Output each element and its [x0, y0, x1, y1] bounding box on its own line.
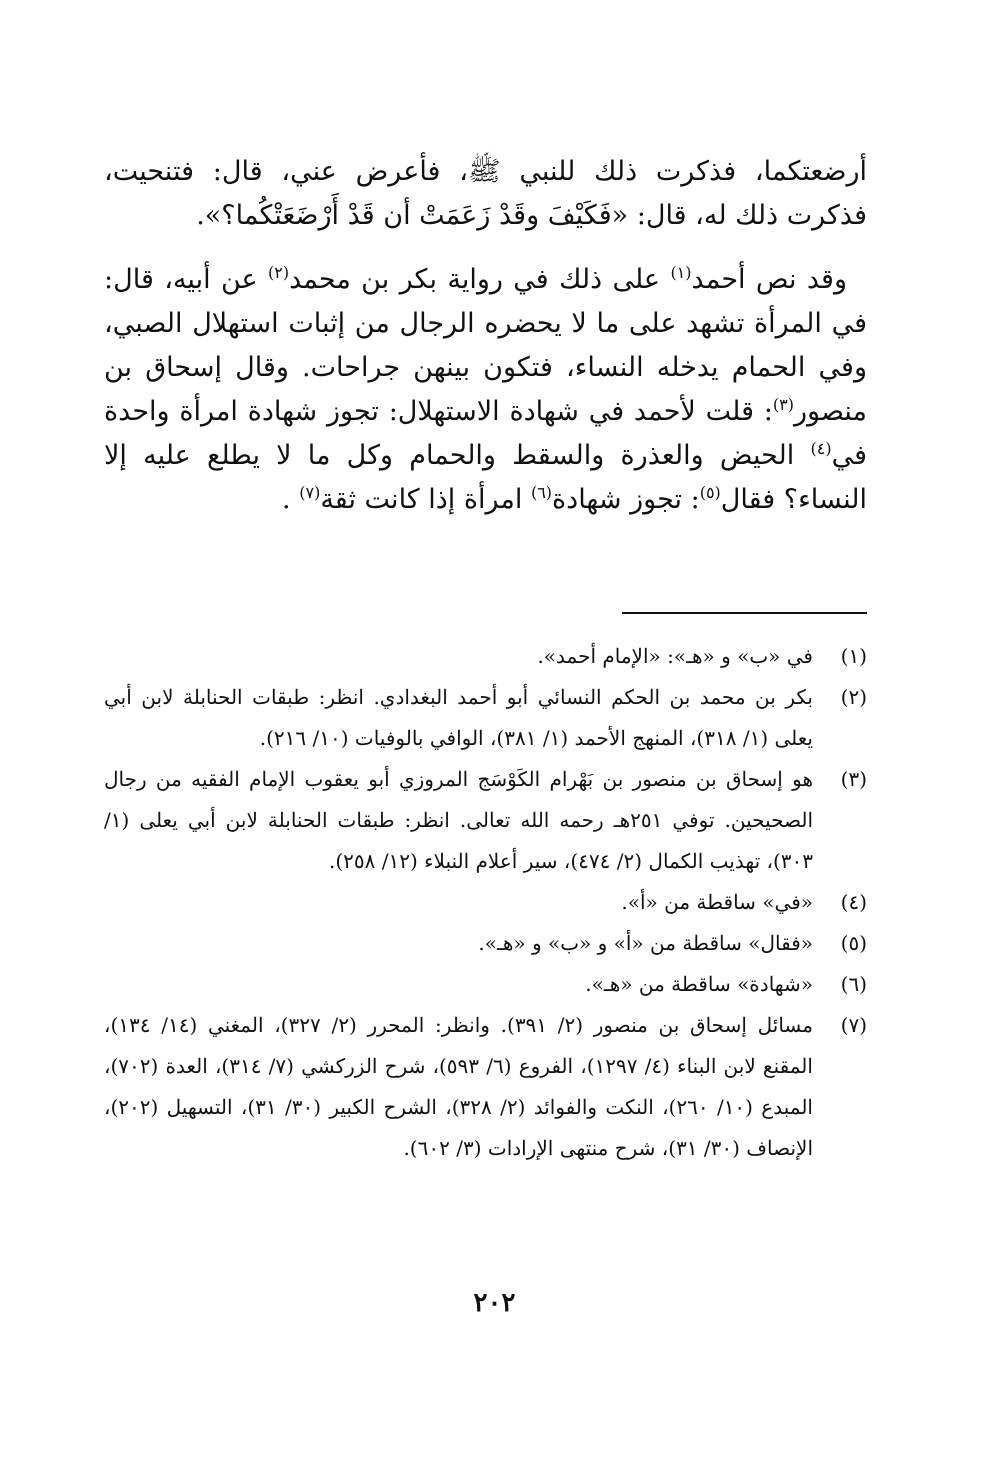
footnote-ref-6[interactable]: (٦): [530, 483, 553, 502]
footnotes: [104, 636, 867, 1169]
footnote-ref-2[interactable]: (٢): [268, 263, 290, 282]
footnote-ref-3[interactable]: (٣): [772, 395, 794, 414]
paragraph-2-segment: : تجوز شهادة: [552, 484, 700, 515]
paragraph-2-segment: .: [282, 484, 300, 515]
footnote-5: [104, 923, 867, 964]
footnote-number: (٤): [840, 890, 867, 914]
paragraph-2-segment: : قلت لأحمد في شهادة الاستهلال: تجوز شهادة امرأة واحدة في: [104, 396, 867, 471]
page-number: ٢٠٢: [473, 1288, 516, 1318]
footnote-ref-1[interactable]: (١): [670, 263, 692, 282]
paragraph-2-segment: عن أبيه، قال: في المرأة تشهد على ما لا يحضره الرجال من إثبات استهلال الصبي، وفي الحمام يدخله النساء، فتكون بينهن جراحات. وقال إسحاق بن منصور: [104, 264, 867, 427]
footnote-text: بكر بن محمد بن الحكم النسائي أبو أحمد البغدادي. انظر: طبقات الحنابلة لابن أبي يعلى (١/ ٣١٨)، المنهج الأحمد (١/ ٣٨١)، الوافي بالوفيات (١٠/ ٢١٦).: [104, 685, 813, 750]
footnote-text: في «ب» و «هـ»: «الإمام أحمد».: [537, 644, 813, 668]
footnote-text: «فقال» ساقطة من «أ» و «ب» و «هـ».: [478, 931, 813, 955]
footnote-ref-4[interactable]: (٤): [810, 439, 832, 458]
footnote-4: [104, 882, 867, 923]
footnote-number: (٢): [840, 685, 867, 709]
footnote-number: (٧): [840, 1013, 867, 1037]
footnote-6: [104, 964, 867, 1005]
paragraph-2: [104, 258, 867, 522]
footnote-3: [104, 759, 867, 882]
footnote-2: [104, 677, 867, 759]
footnote-ref-5[interactable]: (٥): [699, 483, 721, 502]
paragraph-2-segment: وقد نص أحمد: [691, 264, 847, 295]
footnote-number: (٦): [840, 972, 867, 996]
paragraph-2-segment: الحيض والعذرة والسقط والحمام وكل ما لا يطلع عليه إلا النساء؟ فقال: [104, 440, 867, 515]
footnote-number: (٣): [840, 767, 867, 791]
footnote-text: «في» ساقطة من «أ».: [621, 890, 813, 914]
footnote-text: «شهادة» ساقطة من «هـ».: [585, 972, 813, 996]
footnote-text: هو إسحاق بن منصور بن بَهْرام الكَوْسَج المروزي أبو يعقوب الإمام الفقيه من رجال الصحيحين. توفي ٢٥١هـ رحمه الله تعالى. انظر: طبقات الحنابلة لابن أبي يعلى (١/ ٣٠٣)، تهذيب الكمال (٢/ ٤٧٤)، سير أعلام النبلاء (١٢/ ٢٥٨).: [104, 767, 814, 873]
paragraph-1: أرضعتكما، فذكرت ذلك للنبي ﷺ، فأعرض عني، قال: فتنحيت، فذكرت ذلك له، قال: «فَكَيْفَ وقَدْ زَعَمَتْ أن قَدْ أَرْضَعَتْكُما؟».: [104, 156, 867, 231]
footnote-number: (١): [840, 644, 867, 668]
footnote-ref-7[interactable]: (٧): [299, 483, 321, 502]
paragraph-2-segment: امرأة إذا كانت ثقة: [320, 484, 531, 515]
footnote-7: [104, 1005, 867, 1169]
main-text: [104, 150, 867, 522]
footnote-separator: [622, 612, 867, 614]
footnote-text: مسائل إسحاق بن منصور (٢/ ٣٩١). وانظر: المحرر (٢/ ٣٢٧)، المغني (١٤/ ١٣٤)، المقنع لابن البناء (٤/ ١٢٩٧)، الفروع (٦/ ٥٩٣)، شرح الزركشي (٧/ ٣١٤)، العدة (٧٠٢)، المبدع (١٠/ ٢٦٠)، النكت والفوائد (٢/ ٣٢٨)، الشرح الكبير (٣٠/ ٣١)، التسهيل (٢٠٢)، الإنصاف (٣٠/ ٣١)، شرح منتهى الإرادات (٣/ ٦٠٢).: [104, 1013, 813, 1160]
footnote-number: (٥): [840, 931, 867, 955]
footnote-1: [104, 636, 867, 677]
paragraph-2-segment: على ذلك في رواية بكر بن محمد: [289, 264, 671, 295]
